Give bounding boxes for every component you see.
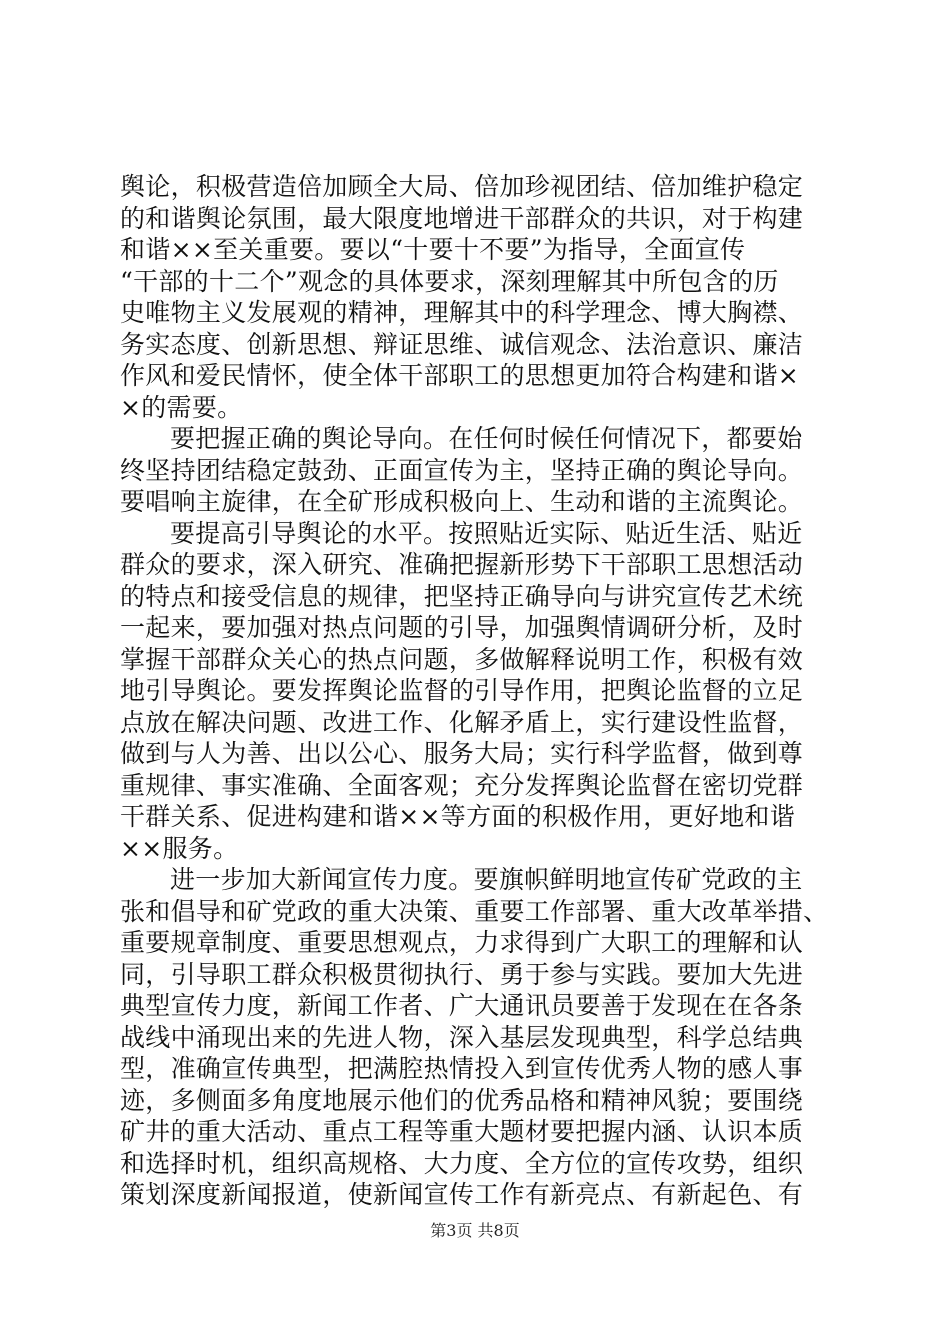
text-line: 策划深度新闻报道，使新闻宣传工作有新亮点、有新起色、有 bbox=[120, 1180, 804, 1209]
text-line: 型，准确宣传典型，把满腔热情投入到宣传优秀人物的感人事 bbox=[120, 1054, 804, 1083]
text-line: 和谐××至关重要。要以“十要十不要”为指导，全面宣传 bbox=[120, 235, 746, 264]
text-line: 史唯物主义发展观的精神，理解其中的科学理念、博大胸襟、 bbox=[120, 298, 804, 327]
text-line: “干部的十二个”观念的具体要求，深刻理解其中所包含的历 bbox=[120, 266, 779, 296]
text-line: 做到与人为善、出以公心、服务大局；实行科学监督，做到尊 bbox=[120, 739, 804, 768]
text-line: 重要规章制度、重要思想观点，力求得到广大职工的理解和认 bbox=[120, 928, 804, 957]
text-line: 一起来，要加强对热点问题的引导，加强舆情调研分析，及时 bbox=[120, 613, 804, 642]
text-line: 矿井的重大活动、重点工程等重大题材要把握内涵、认识本质 bbox=[120, 1117, 804, 1146]
text-line: 作风和爱民情怀，使全体干部职工的思想更加符合构建和谐× bbox=[120, 361, 800, 390]
text-line: 终坚持团结稳定鼓劲、正面宣传为主，坚持正确的舆论导向。 bbox=[120, 455, 804, 485]
text-line: 同，引导职工群众积极贯彻执行、勇于参与实践。要加大先进 bbox=[120, 959, 804, 989]
text-line: 干群关系、促进构建和谐××等方面的积极作用，更好地和谐 bbox=[120, 802, 795, 831]
paragraph-start-line: 要把握正确的舆论导向。在任何时候任何情况下，都要始 bbox=[170, 424, 803, 453]
text-line: 和选择时机，组织高规格、大力度、全方位的宣传攻势，组织 bbox=[120, 1148, 804, 1178]
paragraph-start-line: 要提高引导舆论的水平。按照贴近实际、贴近生活、贴近 bbox=[170, 518, 803, 548]
text-line: 要唱响主旋律，在全矿形成积极向上、生动和谐的主流舆论。 bbox=[120, 487, 804, 516]
text-line: 的和谐舆论氛围，最大限度地增进干部群众的共识，对于构建 bbox=[120, 203, 804, 233]
text-line: 的特点和接受信息的规律，把坚持正确导向与讲究宣传艺术统 bbox=[120, 581, 804, 611]
page-number-footer: 第3页 共8页 bbox=[430, 1221, 520, 1240]
paragraph-start-line: 进一步加大新闻宣传力度。要旗帜鲜明地宣传矿党政的主 bbox=[170, 865, 803, 894]
text-line: 地引导舆论。要发挥舆论监督的引导作用，把舆论监督的立足 bbox=[120, 676, 804, 705]
text-line: 舆论，积极营造倍加顾全大局、倍加珍视团结、倍加维护稳定 bbox=[120, 172, 804, 201]
text-line: 战线中涌现出来的先进人物，深入基层发现典型，科学总结典 bbox=[120, 1022, 804, 1052]
text-line: 掌握干部群众关心的热点问题，多做解释说明工作，积极有效 bbox=[120, 644, 804, 674]
text-line: 张和倡导和矿党政的重大决策、重要工作部署、重大改革举措、 bbox=[120, 896, 829, 926]
text-line: ××服务。 bbox=[120, 833, 239, 863]
text-line: 迹，多侧面多角度地展示他们的优秀品格和精神风貌；要围绕 bbox=[120, 1085, 804, 1115]
text-line: 典型宣传力度，新闻工作者、广大通讯员要善于发现在在各条 bbox=[120, 991, 804, 1020]
text-line: 重规律、事实准确、全面客观；充分发挥舆论监督在密切党群 bbox=[120, 770, 804, 800]
text-line: 务实态度、创新思想、辩证思维、诚信观念、法治意识、廉洁 bbox=[120, 329, 804, 359]
body-text bbox=[120, 171, 840, 1211]
text-line: 群众的要求，深入研究、准确把握新形势下干部职工思想活动 bbox=[120, 550, 804, 579]
text-line: 点放在解决问题、改进工作、化解矛盾上，实行建设性监督， bbox=[120, 707, 804, 737]
text-line: ×的需要。 bbox=[120, 392, 243, 422]
